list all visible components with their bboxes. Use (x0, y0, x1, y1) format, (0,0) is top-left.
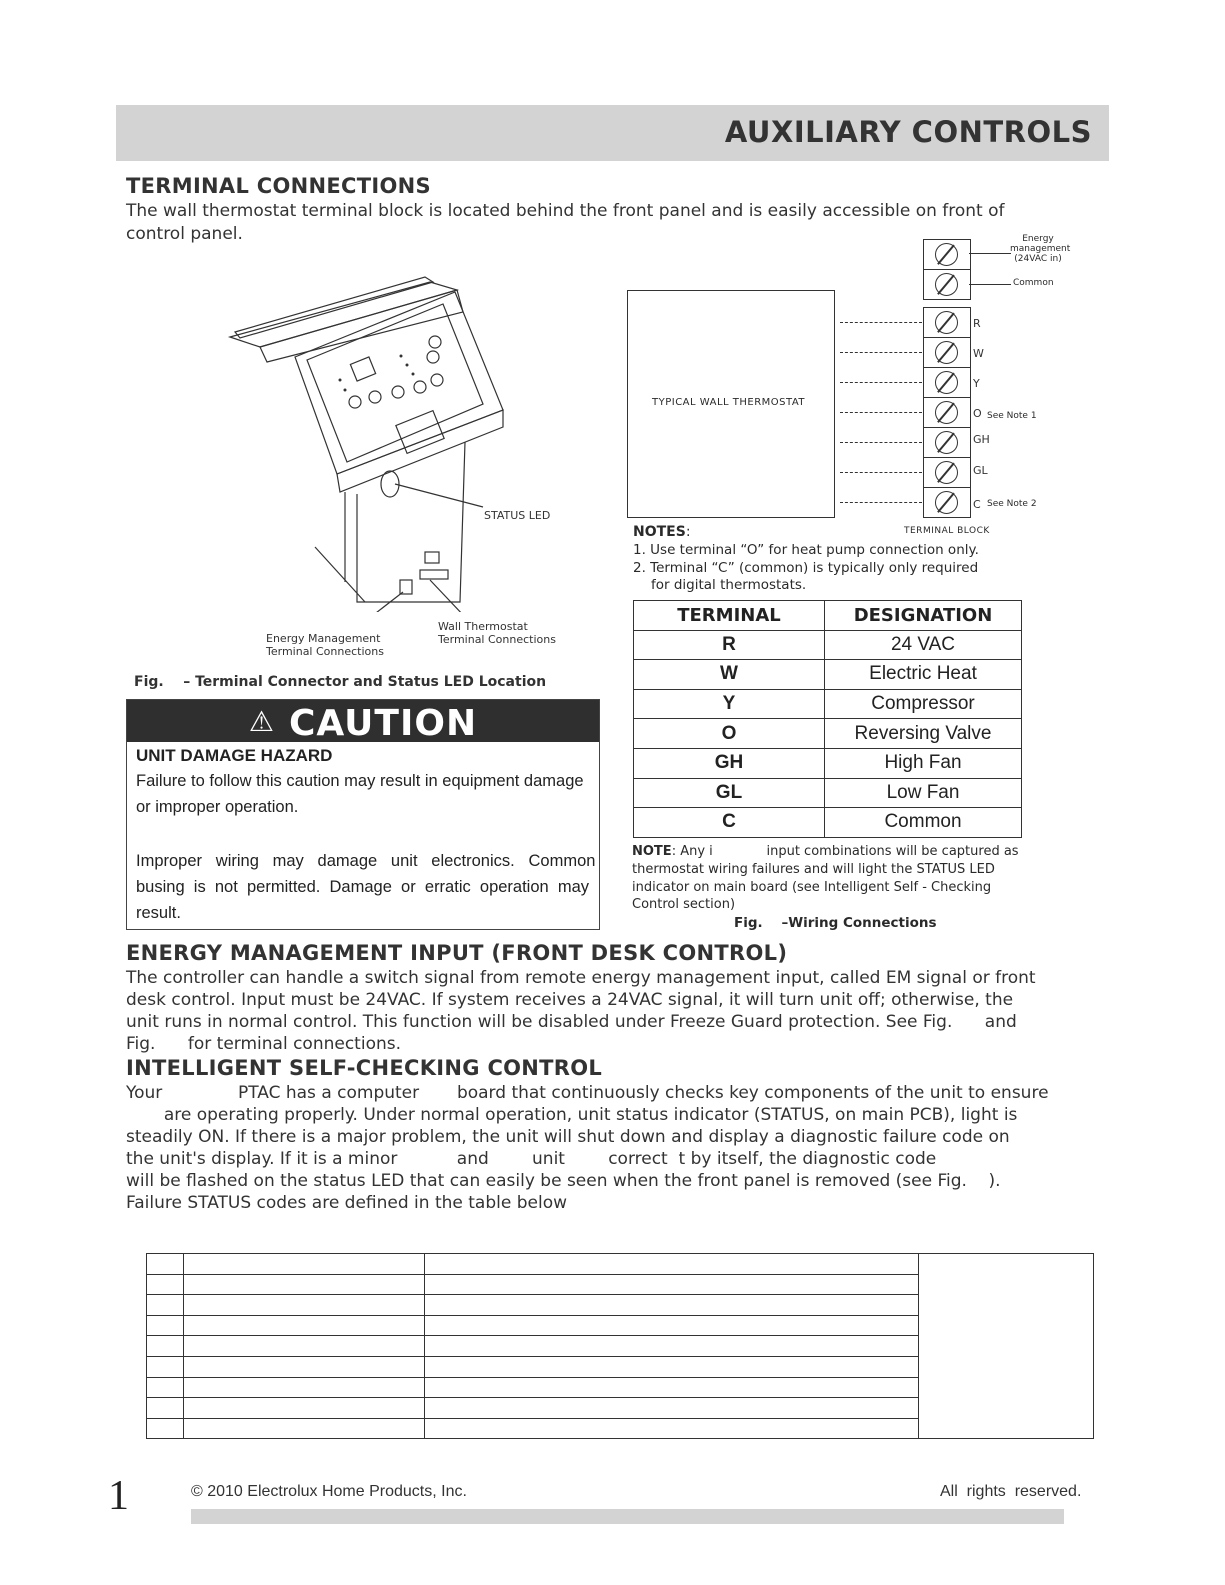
thermostat-label: TYPICAL WALL THERMOSTAT (652, 397, 806, 408)
warning-triangle-icon: ⚠ (248, 705, 275, 738)
caution-p2-line-1: Improper wiring may damage unit electronics. Common (136, 852, 596, 870)
selfcheck-line-2: are operating properly. Under normal operation, unit status indicator (STATUS, on main PCB), light is (126, 1105, 1018, 1125)
energy-line-1: The controller can handle a switch signal from remote energy management input, called EM signal or front (126, 968, 1036, 988)
page-title: AUXILIARY CONTROLS (724, 115, 1092, 149)
wire-c (840, 502, 922, 503)
terminal-label-gl: GL (973, 464, 988, 477)
designation-cell: Common (825, 808, 1022, 838)
terminal-block-label: TERMINAL BLOCK (904, 526, 990, 536)
terminal-screw-w (923, 337, 971, 368)
designation-cell: Low Fan (825, 778, 1022, 808)
notes-title: NOTES: (633, 524, 691, 540)
footer-bar (191, 1509, 1064, 1524)
selfcheck-line-6: Failure STATUS codes are defined in the table below (126, 1193, 568, 1213)
selfcheck-line-4: the unit's display. If it is a minor and unit correct t by itself, the diagnostic code (126, 1149, 937, 1169)
control-panel-illustration (225, 262, 565, 612)
table-row (634, 630, 1022, 660)
terminal-screw-o (923, 397, 971, 428)
self-checking-heading: INTELLIGENT SELF-CHECKING CONTROL (126, 1056, 603, 1080)
wiring-figure-caption: Fig. –Wiring Connections (734, 915, 937, 931)
terminal-label-gh: GH (973, 433, 990, 446)
terminal-label-y: Y (973, 377, 980, 390)
terminal-cell: W (634, 660, 825, 690)
page-number: 1 (108, 1473, 129, 1519)
common-label: Common (1013, 278, 1054, 288)
table-row (634, 748, 1022, 778)
wire-o (840, 412, 922, 413)
table-note-line-3: indicator on main board (see Intelligent Self - Checking (632, 880, 992, 895)
terminal-intro-line-2: control panel. (126, 224, 243, 244)
designation-cell: High Fan (825, 748, 1022, 778)
terminal-screw-y (923, 367, 971, 398)
wire-gh (840, 442, 922, 443)
energy-mgmt-label-2: Terminal Connections (266, 645, 384, 658)
common-leader-line (969, 284, 1011, 285)
caution-p2-line-2: busing is not permitted. Damage or erratic operation may (136, 878, 590, 896)
table-note-line-4: Control section) (632, 897, 736, 912)
energy-mgmt-label-1: Energy Management (266, 632, 381, 645)
failure-status-table (146, 1253, 1094, 1439)
note-2b: for digital thermostats. (651, 577, 807, 593)
terminal-screw-c (923, 487, 971, 518)
terminal-screw-r (923, 307, 971, 338)
see-note-2: See Note 2 (987, 499, 1037, 509)
terminal-cell: Y (634, 689, 825, 719)
copyright-text: © 2010 Electrolux Home Products, Inc. (191, 1483, 467, 1500)
terminal-screw-energy (923, 239, 971, 270)
designation-cell: Reversing Valve (825, 719, 1022, 749)
note-1: 1. Use terminal “O” for heat pump connection only. (633, 542, 979, 558)
terminal-screw-gh (923, 427, 971, 458)
terminal-label-r: R (973, 317, 981, 330)
terminal-intro-line-1: The wall thermostat terminal block is located behind the front panel and is easily accessible on front of (126, 201, 1005, 221)
wire-r (840, 322, 922, 323)
rights-text: All rights reserved. (940, 1483, 1082, 1500)
wire-w (840, 352, 922, 353)
table-row (634, 778, 1022, 808)
designation-cell: 24 VAC (825, 630, 1022, 660)
note-2a: 2. Terminal “C” (common) is typically only required (633, 560, 979, 576)
terminal-cell: GH (634, 748, 825, 778)
caution-p1-line-1: Failure to follow this caution may result in equipment damage (136, 772, 584, 790)
caution-p1-line-2: or improper operation. (136, 798, 299, 816)
terminal-designation-table (633, 600, 1022, 838)
caution-hazard: UNIT DAMAGE HAZARD (136, 746, 333, 765)
header-terminal: TERMINAL (634, 601, 825, 631)
wall-thermostat-box (627, 290, 835, 518)
designation-cell: Compressor (825, 689, 1022, 719)
designation-cell: Electric Heat (825, 660, 1022, 690)
terminal-label-c: C (973, 498, 981, 511)
terminal-cell: GL (634, 778, 825, 808)
table-note-line-1: NOTE: Any i input combinations will be captured as (632, 844, 1019, 859)
terminal-connections-heading: TERMINAL CONNECTIONS (126, 174, 431, 198)
table-header-row (634, 601, 1022, 631)
figure-left-caption: Fig. – Terminal Connector and Status LED Location (134, 674, 547, 690)
caution-p2-line-3: result. (136, 904, 181, 922)
selfcheck-line-3: steadily ON. If there is a major problem, the unit will shut down and display a diagnostic failure code on (126, 1127, 1010, 1147)
table-row (634, 689, 1022, 719)
header-designation: DESIGNATION (825, 601, 1022, 631)
terminal-screw-gl (923, 457, 971, 488)
table-note-line-2: thermostat wiring failures and will light the STATUS LED (632, 862, 995, 877)
energy-line-4: Fig. for terminal connections. (126, 1034, 402, 1054)
table-row (634, 660, 1022, 690)
wire-y (840, 382, 922, 383)
energy-leader-line (969, 253, 1011, 254)
selfcheck-line-5: will be flashed on the status LED that can easily be seen when the front panel is removed (see Fig. ). (126, 1171, 1001, 1191)
terminal-cell: C (634, 808, 825, 838)
selfcheck-line-1: Your PTAC has a computer board that continuously checks key components of the unit to ensure (126, 1083, 1049, 1103)
header-bar (116, 105, 1109, 161)
status-led-label: STATUS LED (484, 509, 551, 522)
terminal-screw-common (923, 269, 971, 300)
terminal-label-w: W (973, 347, 984, 360)
table-row (147, 1254, 1094, 1275)
wire-gl (840, 472, 922, 473)
table-row (634, 808, 1022, 838)
caution-title: CAUTION (289, 703, 478, 744)
terminal-label-o: O (973, 407, 982, 420)
terminal-cell: R (634, 630, 825, 660)
see-note-1: See Note 1 (987, 411, 1037, 421)
energy-line-3: unit runs in normal control. This function will be disabled under Freeze Guard protection. See Fig. and (126, 1012, 1017, 1032)
energy-line-2: desk control. Input must be 24VAC. If system receives a 24VAC signal, it will turn unit off; otherwise, the (126, 990, 1014, 1010)
wall-thermostat-label-2: Terminal Connections (438, 633, 556, 646)
caution-header (127, 700, 599, 742)
wall-thermostat-label-1: Wall Thermostat (438, 620, 528, 633)
table-row (634, 719, 1022, 749)
energy-management-label: Energy management (24VAC in) (1010, 234, 1071, 264)
caution-box (126, 699, 600, 930)
energy-management-heading: ENERGY MANAGEMENT INPUT (FRONT DESK CONTROL) (126, 941, 788, 965)
terminal-cell: O (634, 719, 825, 749)
